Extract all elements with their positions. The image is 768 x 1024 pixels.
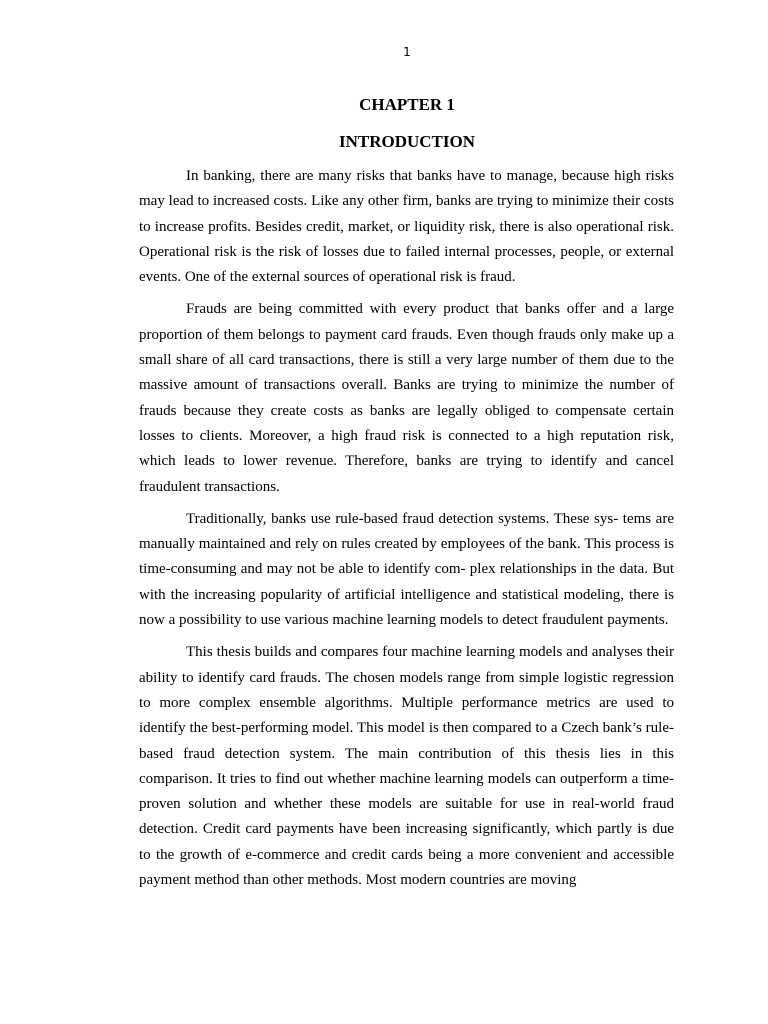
paragraph: In banking, there are many risks that banks have to manage, because high risks may lead to increased costs. Like any other firm, banks are trying to minimize their costs to increase profits. Besides credit, market, or liquidity risk, there is also operational risk. Operational risk is the risk of losses due to failed internal processes, people, or external events. One of the external sources of operational risk is fraud. bbox=[139, 168, 674, 286]
paragraph: Traditionally, banks use rule-based fraud detection systems. These sys- tems are manually maintained and rely on rules created by employees of the bank. This process is time-consuming and may not be able to identify com- plex relationships in the data. But with the increasing popularity of artificial intelligence and statistical modeling, there is now a possibility to use various machine learning models to detect fraudulent payments. bbox=[139, 510, 674, 629]
paragraph: This thesis builds and compares four machine learning models and analyses their ability to identify card frauds. The chosen models range from simple logistic regression to more complex ensemble algorithms. Multiple performance metrics are used to identify the best-performing model. This model is then compared to a Czech bank’s rule-based fraud detection system. The main contribution of this thesis lies in this comparison. It tries to find out whether machine learning models can outperform a time-proven solution and whether these models are suitable for use in real-world fraud detection. Credit card payments have been increasing significantly, which partly is due to the growth of e-commerce and credit cards being a more convenient and accessible payment method than other methods. Most modern countries are moving bbox=[139, 644, 674, 889]
chapter-title: INTRODUCTION bbox=[338, 132, 476, 151]
page-number: 1 bbox=[403, 45, 411, 59]
chapter-heading: CHAPTER 1 bbox=[359, 95, 455, 114]
paragraph: Frauds are being committed with every product that banks offer and a large proportion of them belongs to payment card frauds. Even though frauds only make up a small share of all card transactions, there is still a very large number of them due to the massive amount of transactions overall. Banks are trying to minimize the number of frauds because they create costs as banks are legally obliged to compensate certain losses to clients. Moreover, a high fraud risk is connected to a high reputation risk, which leads to lower revenue. Therefore, banks are trying to identify and cancel fraudulent transactions. bbox=[139, 301, 674, 495]
body-text bbox=[139, 164, 674, 900]
